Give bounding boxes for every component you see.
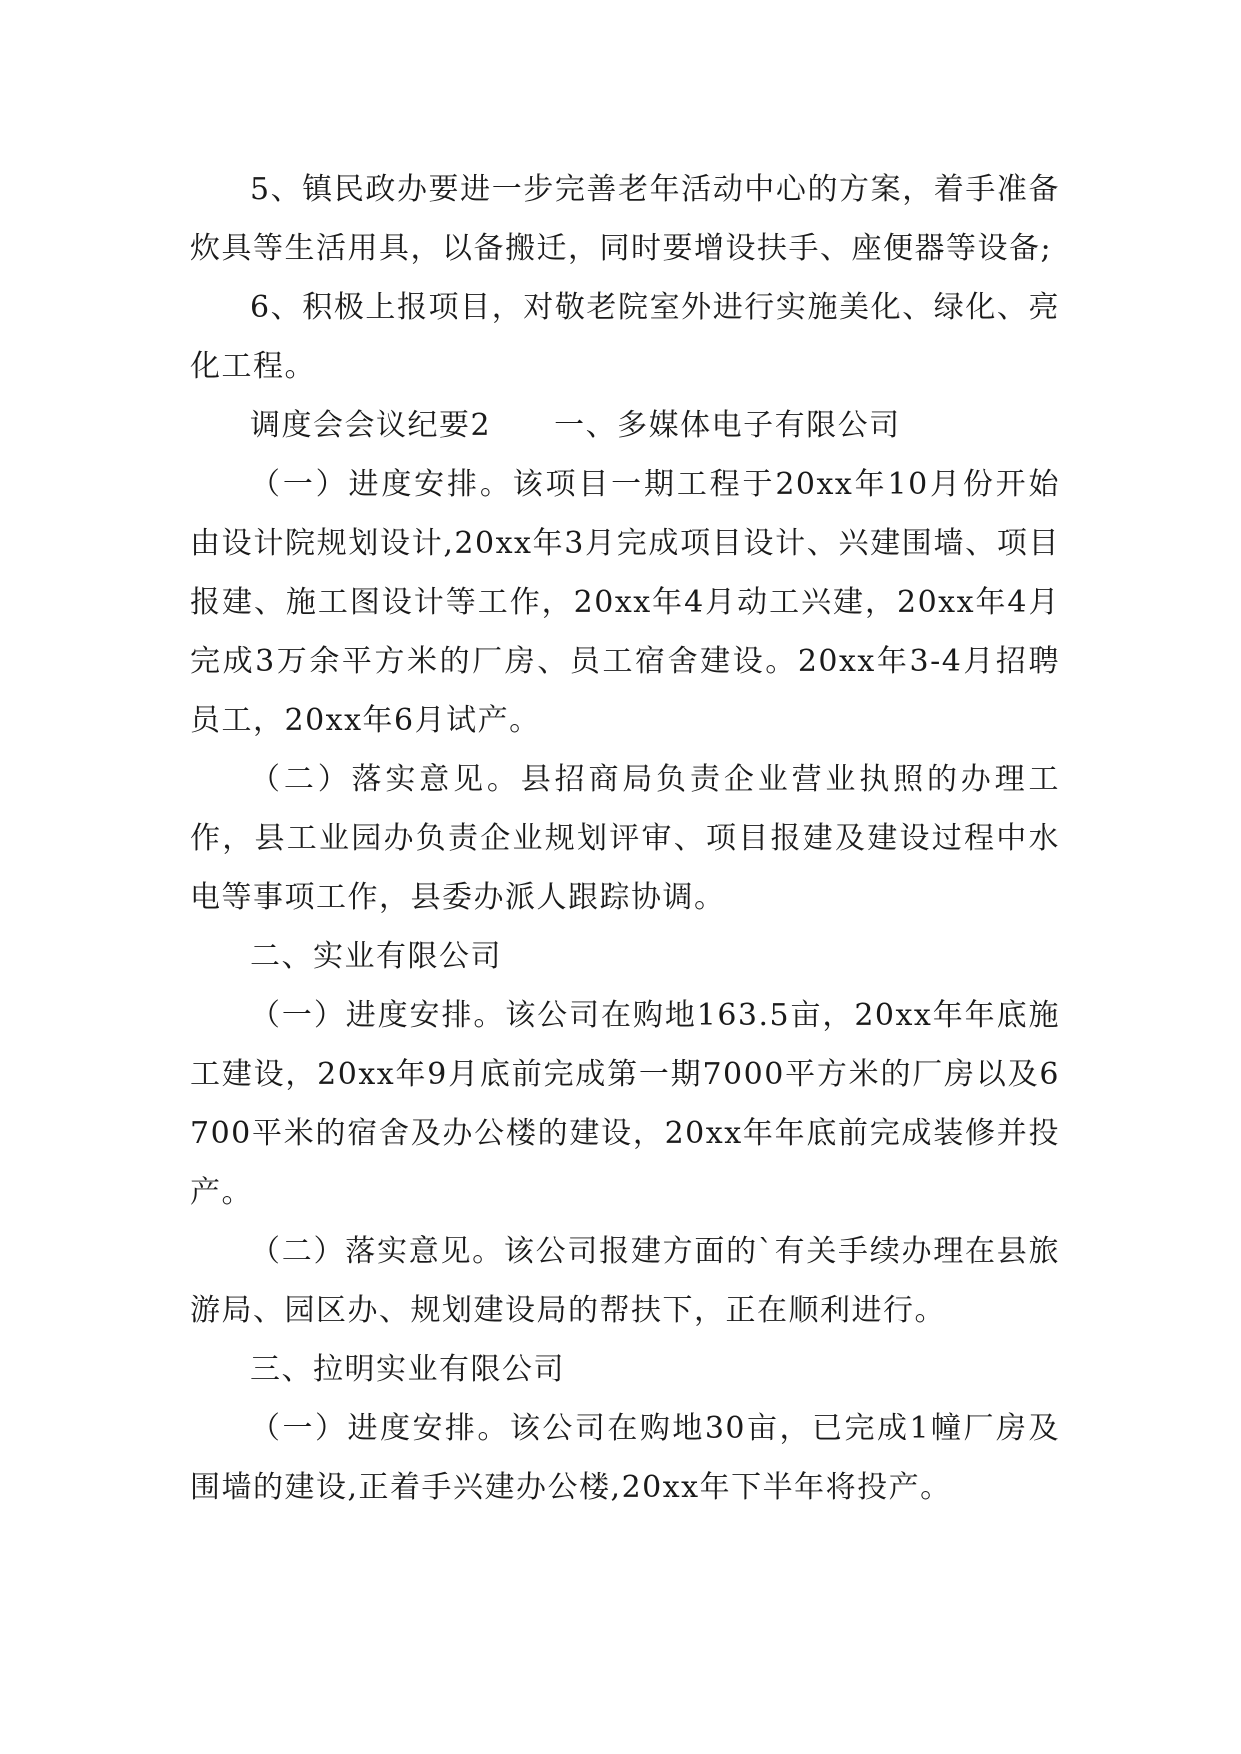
paragraph-progress-arrangement-1: （一）进度安排。该项目一期工程于20xx年10月份开始由设计院规划设计,20xx年3月完成项目设计、兴建围墙、项目报建、施工图设计等工作，20xx年4月动工兴建，20xx年4月完成3万余平方米的厂房、员工宿舍建设。20xx年3-4月招聘员工，20xx年6月试产。 [190,467,1060,738]
paragraph-item-5-civil-affairs: 5、镇民政办要进一步完善老年活动中心的方案，着手准备炊具等生活用具，以备搬迁，同时要增设扶手、座便器等设备; [190,172,1060,266]
section-heading-industrial-company: 二、实业有限公司 [250,939,502,974]
paragraph-progress-arrangement-3: （一）进度安排。该公司在购地30亩，已完成1幢厂房及围墙的建设,正着手兴建办公楼,20xx年下半年将投产。 [190,1411,1060,1505]
section-heading-meeting-minutes-2: 调度会会议纪要2 一、多媒体电子有限公司 [250,408,901,443]
paragraph-implementation-opinion-2: （二）落实意见。该公司报建方面的`有关手续办理在县旅游局、园区办、规划建设局的帮扶下，正在顺利进行。 [190,1234,1060,1328]
paragraph-progress-arrangement-2: （一）进度安排。该公司在购地163.5亩，20xx年年底施工建设，20xx年9月底前完成第一期7000平方米的厂房以及6700平米的宿舍及办公楼的建设，20xx年年底前完成装修并投产。 [190,998,1060,1210]
paragraph-implementation-opinion-1: （二）落实意见。县招商局负责企业营业执照的办理工作，县工业园办负责企业规划评审、项目报建及建设过程中水电等事项工作，县委办派人跟踪协调。 [190,762,1060,915]
paragraph-item-6-projects: 6、积极上报项目，对敬老院室外进行实施美化、绿化、亮化工程。 [190,290,1060,384]
document-body [190,160,1060,1517]
section-heading-laming-company: 三、拉明实业有限公司 [250,1352,565,1387]
